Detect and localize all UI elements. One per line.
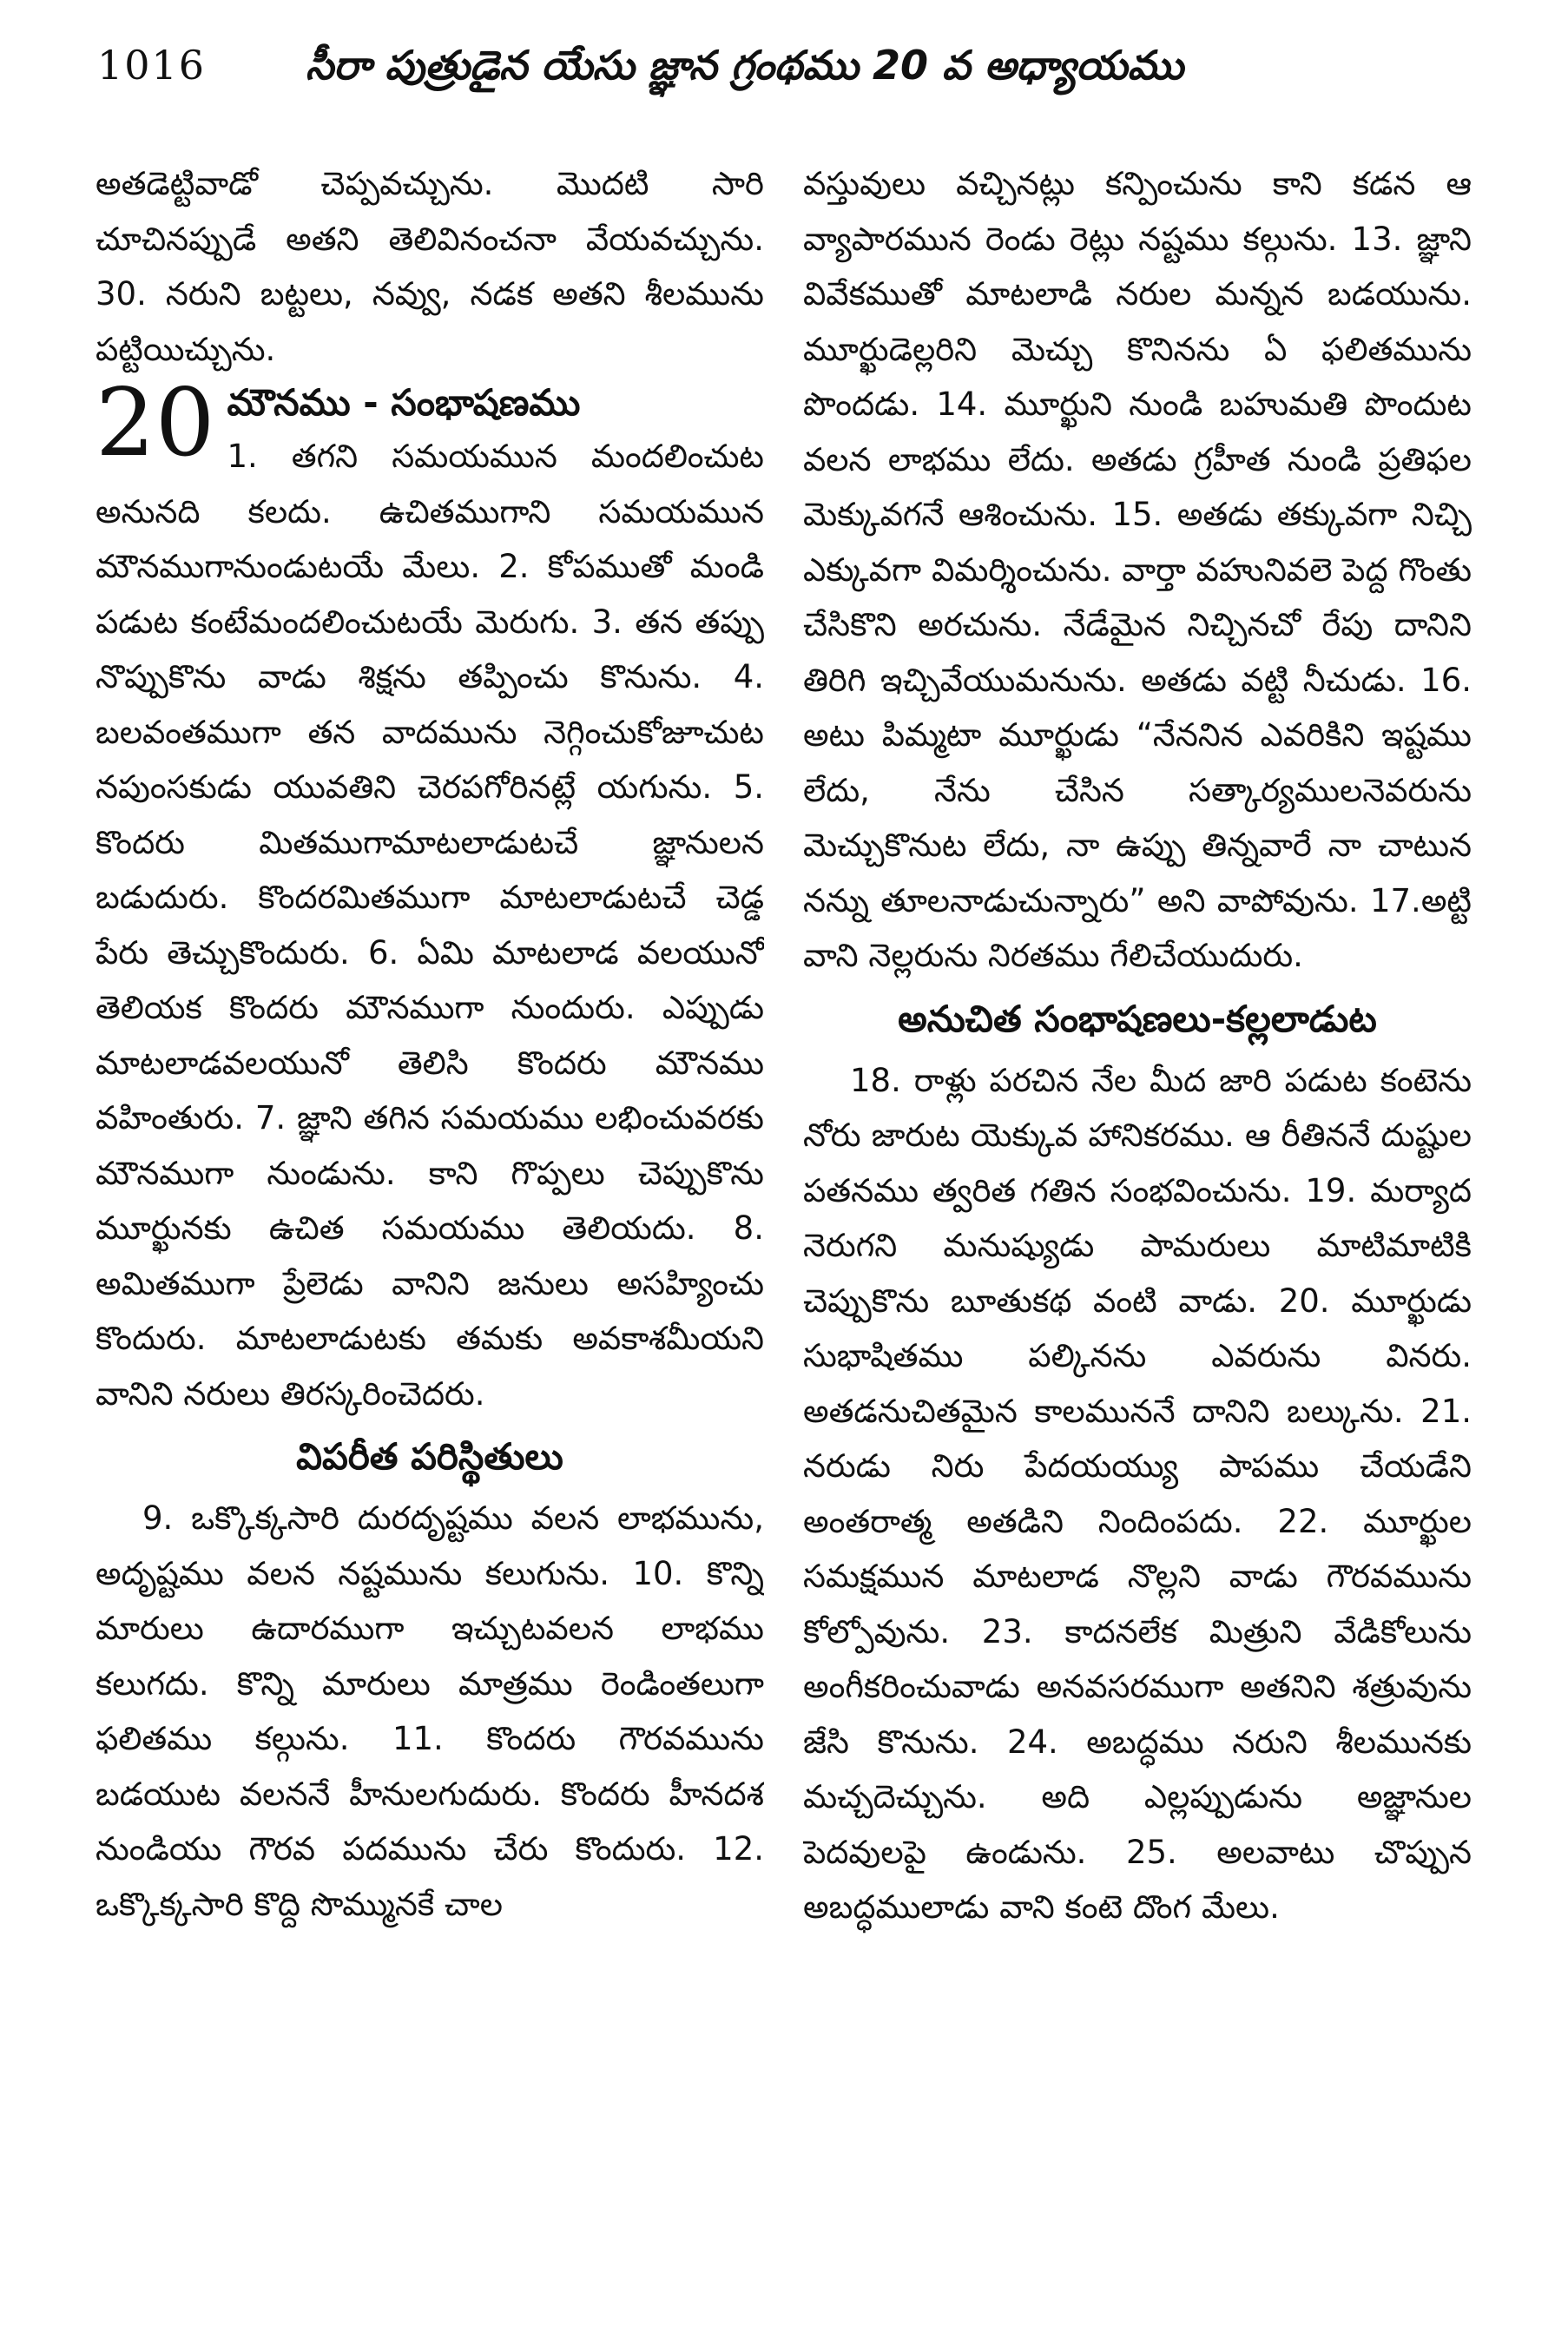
section-paragraph: 9. ఒక్కొక్కసారి దురదృష్టము వలన లాభమును, అదృష్టము వలన నష్టమును కలుగును. 10. కొన్ని మారులు ఉదారముగా ఇచ్చుటవలన లాభము కలుగదు. కొన్ని మారులు మాత్రము రెండింతలుగా ఫలితము కల్గును. 11. కొందరు గౌరవమును బడయుట వలననే హీనులగుదురు. కొందరు హీనదశ నుండియు గౌరవ పదమును చేరు కొందురు. 12. ఒక్కొక్కసారి కొద్ది సొమ్మునకే చాల [96, 1499, 764, 1923]
section-heading: అనుచిత సంభాషణలు-కల్లలాడుట [898, 997, 1377, 1040]
running-title: సీరా పుత్రుడైన యేసు జ్ఞాన గ్రంథము 20 వ అధ్యాయము [306, 42, 1184, 89]
chapter-number: 20 [96, 369, 215, 478]
page-number: 1016 [97, 42, 207, 89]
page-header [97, 42, 1452, 111]
section-paragraph: 18. రాళ్లు పరచిన నేల మీద జారి పడుట కంటెను నోరు జారుట యెక్కువ హానికరము. ఆ రీతిననే దుష్టుల పతనము త్వరిత గతిన సంభవించును. 19. మర్యాద నెరుగని మనుష్యుడు పామరులు మాటిమాటికి చెప్పుకొను బూతుకథ వంటి వాడు. 20. మూర్ఖుడు సుభాషితము పల్కినను ఎవరును వినరు. అతడనుచితమైన కాలముననే దానిని బల్కును. 21. నరుడు నిరు పేదయయ్యు పాపము చేయడేని అంతరాత్మ అతడిని నిందింపదు. 22. మూర్ఖుల సమక్షమున మాటలాడ నొల్లని వాడు గౌరవమును కోల్పోవును. 23. కాదనలేక మిత్రుని వేడికోలును అంగీకరించువాడు అనవసరముగా అతనిని శత్రువును జేసి కొనును. 24. అబద్ధము నరుని శీలమునకు మచ్చదెచ్చును. అది ఎల్లప్పుడును అజ్ఞానుల పెదవులపై ఉండును. 25. అలవాటు చొప్పున అబద్ధములాడు వాని కంటె దొంగ మేలు. [803, 1061, 1472, 1926]
continuation-paragraph: అతడెట్టివాడో చెప్పవచ్చును. మొదటి సారి చూచినప్పుడే అతని తెలివినంచనా వేయవచ్చును. 30. నరుని బట్టలు, నవ్వు, నడక అతని శీలమును పట్టియిచ్చును. [96, 165, 764, 368]
left-column [96, 156, 764, 2309]
chapter-opening [96, 369, 764, 1421]
chapter-paragraph: 1. తగని సమయమున మందలించుట అనునది కలదు. ఉచితముగాని సమయమున మౌనముగానుండుటయే మేలు. 2. కోపముతో మండి పడుట కంటేమందలించుటయే మెరుగు. 3. తన తప్పు నొప్పుకొను వాడు శిక్షను తప్పించు కొనును. 4. బలవంతముగా తన వాదమును నెగ్గించుకోజూచుట నపుంసకుడు యువతిని చెరపగోరినట్లే యగును. 5. కొందరు మితముగామాటలాడుటచే జ్ఞానులన బడుదురు. కొందరమితముగా మాటలాడుటచే చెడ్డ పేరు తెచ్చుకొందురు. 6. ఏమి మాటలాడ వలయునో తెలియక కొందరు మౌనముగా నుందురు. ఎప్పుడు మాటలాడవలయునో తెలిసి కొందరు మౌనము వహింతురు. 7. జ్ఞాని తగిన సమయము లభించువరకు మౌనముగా నుండును. కాని గొప్పలు చెప్పుకొను మూర్ఖునకు ఉచిత సమయము తెలియదు. 8. అమితముగా ప్రేలెడు వానిని జనులు అసహ్యించు కొందురు. మాటలాడుటకు తమకు అవకాశమీయని వానిని నరులు తిరస్కరించెదరు. [96, 438, 764, 1413]
section-heading: విపరీత పరిస్థితులు [296, 1435, 563, 1478]
right-column [803, 156, 1472, 2309]
chapter-heading-text: మౌనము - సంభాషణము [227, 381, 581, 424]
continuation-paragraph: వస్తువులు వచ్చినట్లు కన్పించును కాని కడన ఆ వ్యాపారమున రెండు రెట్లు నష్టము కల్గును. 13. జ్ఞాని వివేకముతో మాటలాడి నరుల మన్నన బడయును. మూర్ఖుడెల్లరిని మెచ్చు కొనినను ఏ ఫలితమును పొందడు. 14. మూర్ఖుని నుండి బహుమతి పొందుట వలన లాభము లేదు. అతడు గ్రహీత నుండి ప్రతిఫల మెక్కువగనే ఆశించును. 15. అతడు తక్కువగా నిచ్చి ఎక్కువగా విమర్శించును. వార్తా వహునివలె పెద్ద గొంతు చేసికొని అరచును. నేడేమైన నిచ్చినచో రేపు దానిని తిరిగి ఇచ్చివేయుమనును. అతడు వట్టి నీచుడు. 16. అటు పిమ్మటా మూర్ఖుడు “నేననిన ఎవరికిని ఇష్టము లేదు, నేను చేసిన సత్కార్యములనెవరును మెచ్చుకొనుట లేదు, నా ఉప్పు తిన్నవారే నా చాటున నన్ను తూలనాడుచున్నారు” అని వాపోవును. 17.అట్టి వాని నెల్లరును నిరతము గేలిచేయుదురు. [803, 165, 1472, 974]
